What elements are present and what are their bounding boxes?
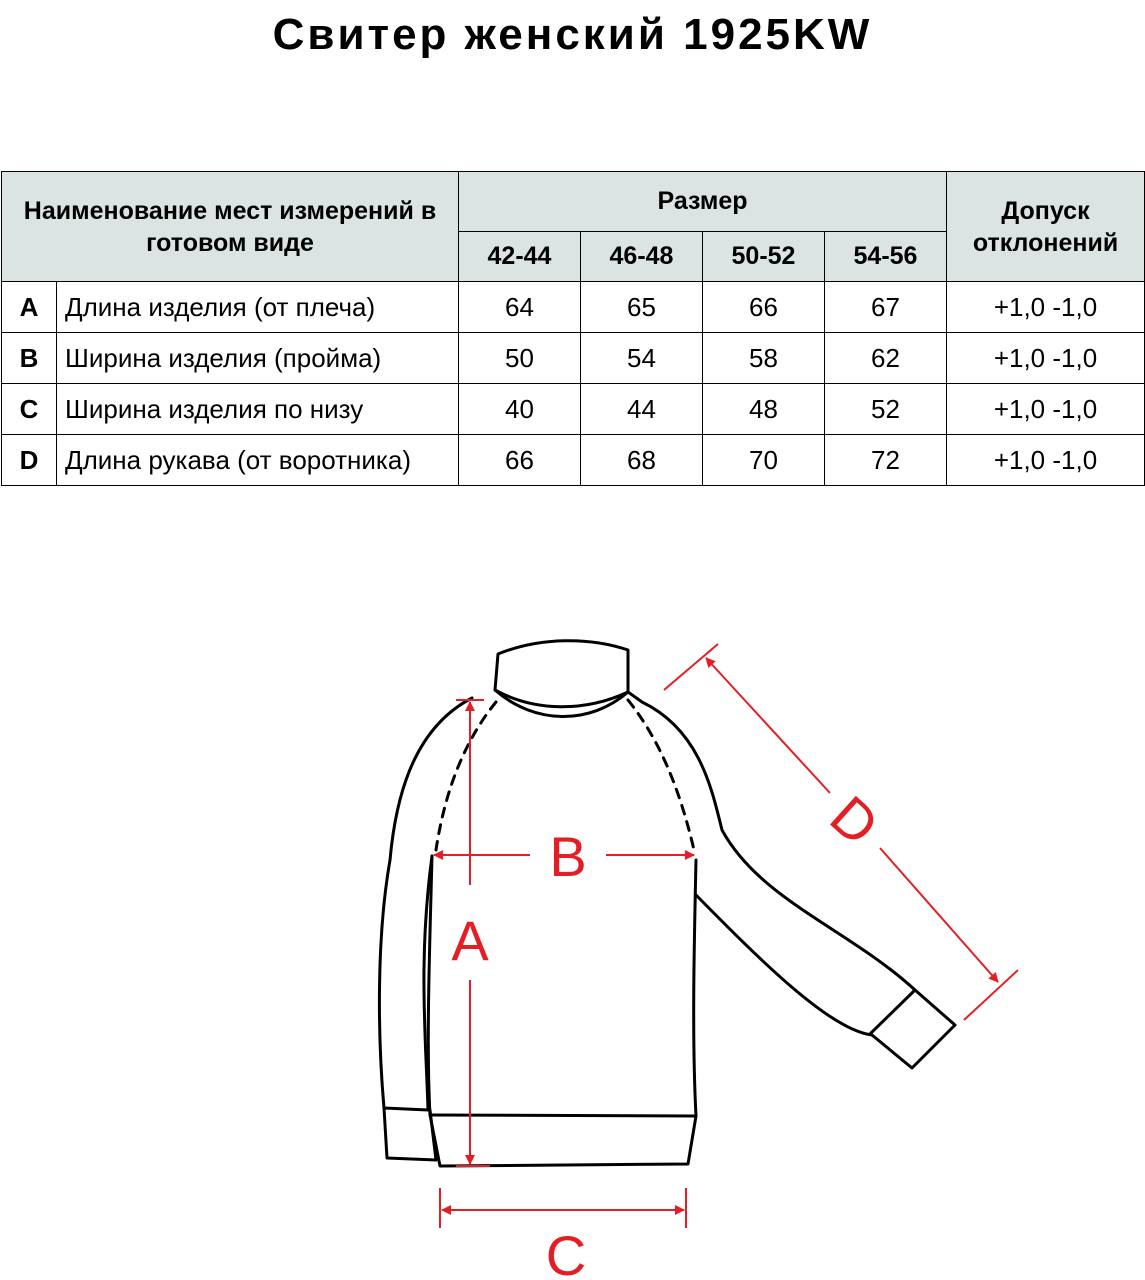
- row-value: 68: [581, 435, 703, 486]
- label-a: A: [451, 909, 489, 972]
- row-value: 72: [825, 435, 947, 486]
- row-value: 52: [825, 384, 947, 435]
- row-letter: C: [2, 384, 57, 435]
- right-sleeve: [642, 702, 955, 1068]
- row-letter: A: [2, 282, 57, 333]
- row-value: 66: [703, 282, 825, 333]
- right-sleeve-cuff: [870, 990, 915, 1034]
- row-value: 65: [581, 282, 703, 333]
- label-c: C: [545, 1224, 587, 1280]
- row-value: 70: [703, 435, 825, 486]
- measure-d-lower: [880, 848, 998, 982]
- row-value: 58: [703, 333, 825, 384]
- table-row: [2, 333, 1145, 384]
- measurement-name-header: Наименование мест измерений в готовом виде: [2, 172, 459, 282]
- row-value: 40: [459, 384, 581, 435]
- row-value: 66: [459, 435, 581, 486]
- row-value: 50: [459, 333, 581, 384]
- page-title: Свитер женский 1925KW: [272, 10, 873, 59]
- right-raglan-seam: [628, 700, 694, 850]
- row-measurement-name: Длина рукава (от воротника): [57, 435, 459, 486]
- table-row: [2, 435, 1145, 486]
- size-header: Размер: [459, 172, 947, 232]
- left-sleeve: [379, 698, 472, 1110]
- label-b: B: [549, 825, 587, 888]
- measure-d-upper: [706, 658, 830, 793]
- collar: [495, 641, 628, 707]
- row-tolerance: +1,0 -1,0: [947, 282, 1145, 333]
- table-row: [2, 384, 1145, 435]
- body: [428, 856, 696, 1166]
- size-column-header: 54-56: [825, 232, 947, 282]
- row-value: 48: [703, 384, 825, 435]
- size-column-header: 42-44: [459, 232, 581, 282]
- row-tolerance: +1,0 -1,0: [947, 333, 1145, 384]
- row-value: 64: [459, 282, 581, 333]
- left-sleeve-cuff: [384, 1108, 436, 1160]
- measurement-lines: [434, 644, 1018, 1228]
- row-measurement-name: Длина изделия (от плеча): [57, 282, 459, 333]
- row-measurement-name: Ширина изделия (пройма): [57, 333, 459, 384]
- size-column-header: 50-52: [703, 232, 825, 282]
- sweater-outline: [379, 641, 955, 1166]
- row-value: 67: [825, 282, 947, 333]
- row-value: 54: [581, 333, 703, 384]
- row-letter: B: [2, 333, 57, 384]
- table-row: [2, 282, 1145, 333]
- size-table: [1, 171, 1145, 486]
- tolerance-header: Допуск отклонений: [947, 172, 1145, 282]
- size-column-header: 46-48: [581, 232, 703, 282]
- row-letter: D: [2, 435, 57, 486]
- row-tolerance: +1,0 -1,0: [947, 435, 1145, 486]
- left-raglan-seam: [436, 702, 496, 850]
- row-measurement-name: Ширина изделия по низу: [57, 384, 459, 435]
- row-tolerance: +1,0 -1,0: [947, 384, 1145, 435]
- label-d: D: [818, 783, 891, 858]
- row-value: 44: [581, 384, 703, 435]
- sweater-diagram: [0, 600, 1145, 1280]
- row-value: 62: [825, 333, 947, 384]
